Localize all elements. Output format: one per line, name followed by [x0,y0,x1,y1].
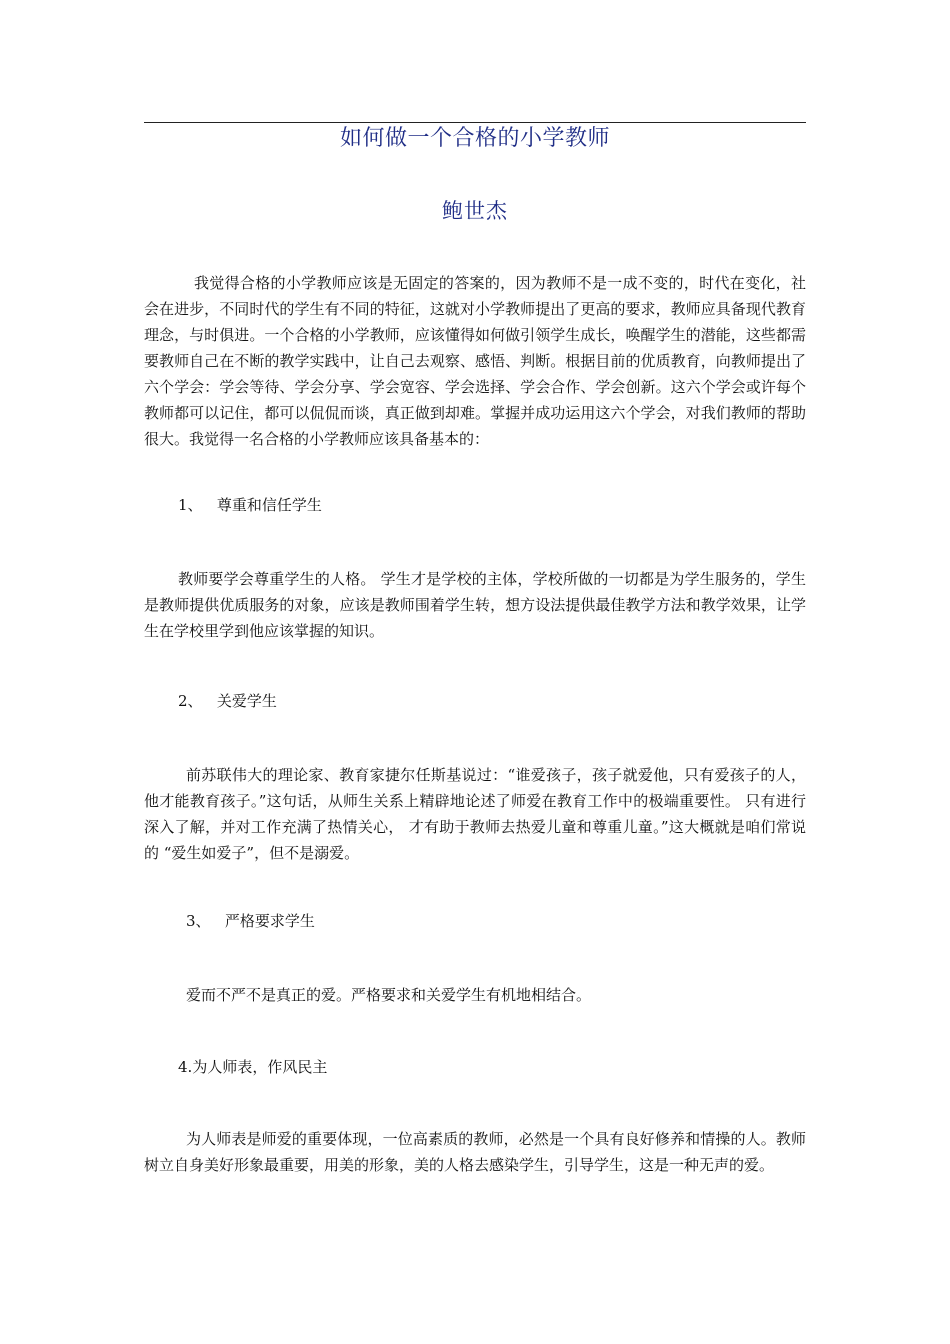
document-author: 鲍世杰 [442,199,508,223]
section-3-body: 爱而不严不是真正的爱。严格要求和关爱学生有机地相结合。 [186,986,592,1004]
section-2-heading [178,688,277,714]
section-1-body: 教师要学会尊重学生的人格。 学生才是学校的主体，学校所做的一切都是为学生服务的，学生是教师提供优质服务的对象，应该是教师围着学生转，想方设法提供最佳教学方法和教学效果，让学生在学校里学到他应该掌握的知识。 [144,570,806,640]
header-rule [144,122,806,123]
document-title: 如何做一个合格的小学教师 [339,126,610,151]
section-2-body: 前苏联伟大的理论家、教育家捷尔任斯基说过：“谁爱孩子，孩子就爱他，只有爱孩子的人，他才能教育孩子。”这句话，从师生关系上精辟地论述了师爱在教育工作中的极端重要性。 只有进行深入了解，并对工作充满了热情关心， 才有助于教师去热爱儿童和尊重儿童。”这大概就是咱们常说的 “爱生如爱子”，但不是溺爱。 [144,766,806,862]
section-1-title: 尊重和信任学生 [216,496,322,514]
section-1-heading [178,492,322,518]
intro-paragraph: 我觉得合格的小学教师应该是无固定的答案的，因为教师不是一成不变的，时代在变化，社会在进步，不同时代的学生有不同的特征，这就对小学教师提出了更高的要求，教师应具备现代教育理念，与时俱进。一个合格的小学教师，应该懂得如何做引领学生成长，唤醒学生的潜能，这些都需要教师自己在不断的教学实践中，让自己去观察、感悟、判断。根据目前的优质教育，向教师提出了六个学会：学会等待、学会分享、学会宽容、学会选择、学会合作、学会创新。这六个学会或许每个教师都可以记住，都可以侃侃而谈，真正做到却难。掌握并成功运用这六个学会，对我们教师的帮助很大。我觉得一名合格的小学教师应该具备基本的： [144,274,806,448]
section-3-heading [186,908,315,934]
section-4-title: 为人师表，作风民主 [192,1058,328,1076]
section-1-number: 1、 [178,496,203,514]
section-2-number: 2、 [178,692,203,710]
section-4-number: 4. [178,1058,193,1076]
section-4-body: 为人师表是师爱的重要体现，一位高素质的教师，必然是一个具有良好修养和情操的人。教师树立自身美好形象最重要，用美的形象，美的人格去感染学生，引导学生，这是一种无声的爱。 [144,1130,806,1174]
section-3-number: 3、 [186,912,211,930]
section-2-title: 关爱学生 [216,692,277,710]
section-4-heading [178,1054,327,1080]
section-3-title: 严格要求学生 [224,912,315,930]
